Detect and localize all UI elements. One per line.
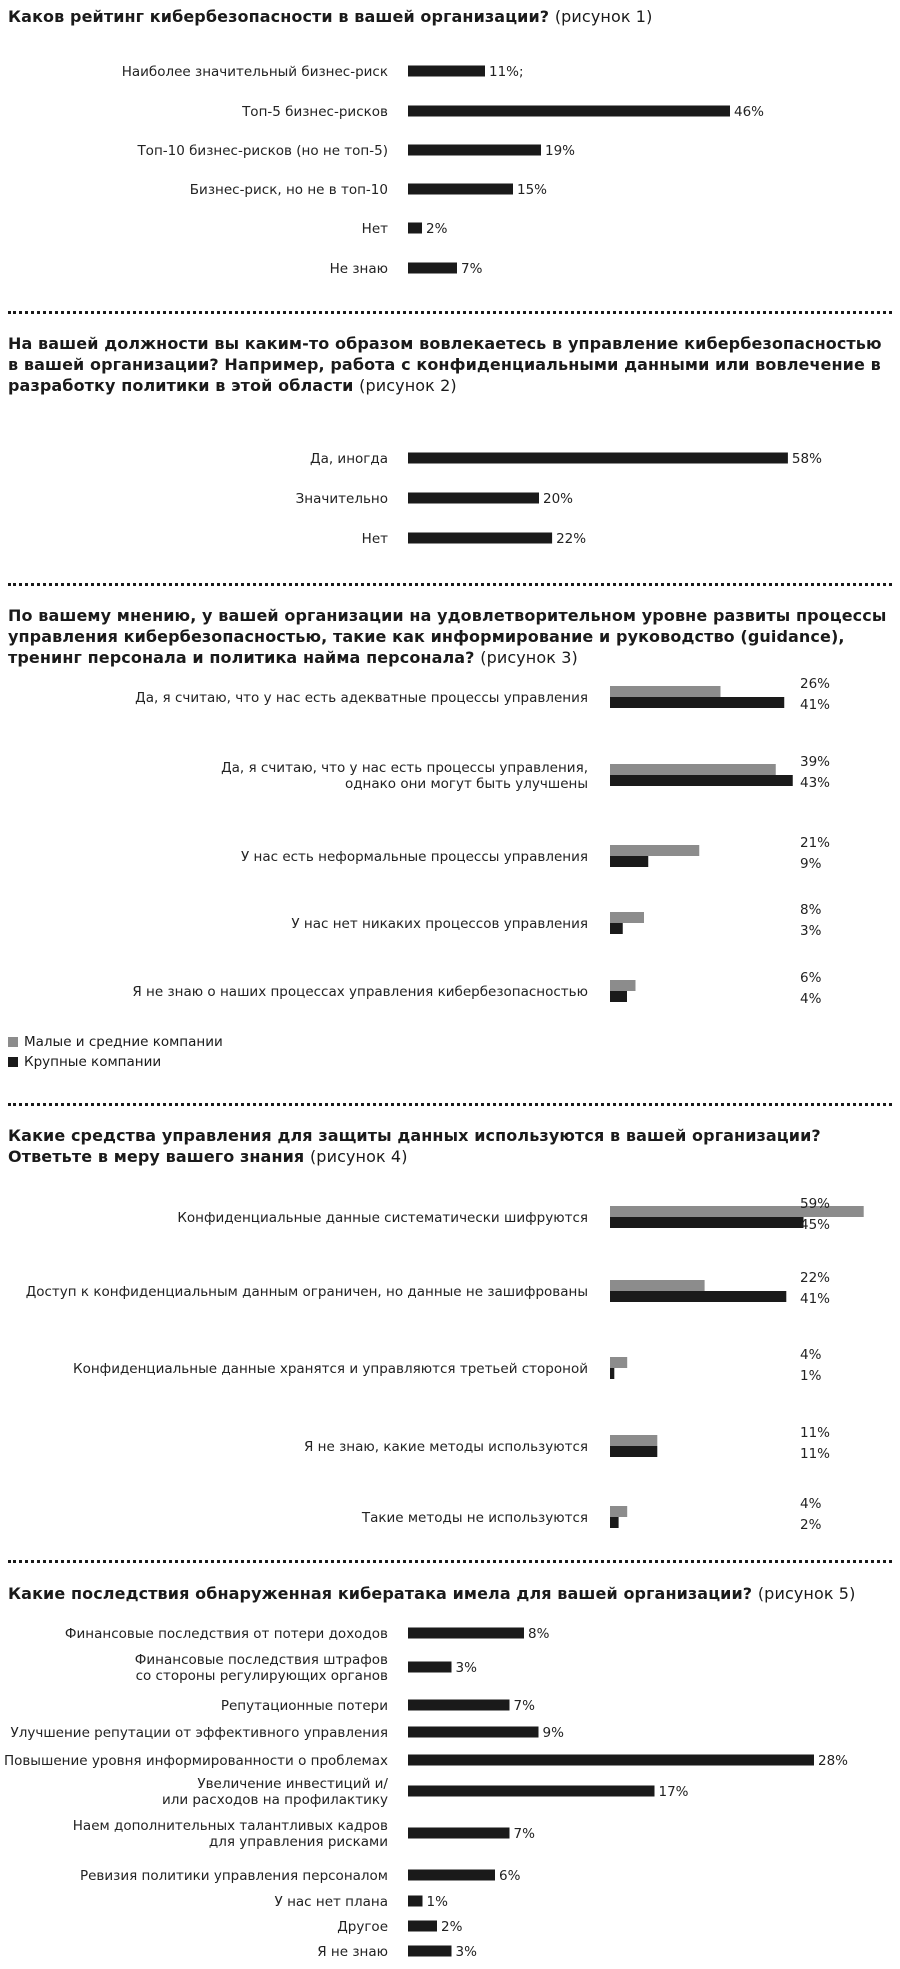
data-label-small-companies: 59%: [800, 1196, 831, 1212]
data-label-small-companies: 39%: [800, 754, 831, 770]
question-text: Какие средства управления для защиты данных используются в вашей организации? Ответьте в меру вашего знания: [8, 1126, 821, 1166]
category-label: Нет: [361, 221, 388, 237]
data-label-small-companies: 21%: [800, 835, 831, 851]
data-label: 2%: [426, 221, 448, 237]
figure-ref: (рисунок 2): [359, 376, 457, 395]
data-label: 7%: [513, 1826, 535, 1842]
data-label-large-companies: 1%: [800, 1368, 822, 1384]
category-label: Такие методы не используются: [361, 1510, 588, 1526]
figure-ref: (рисунок 5): [757, 1584, 856, 1603]
figure-ref: (рисунок 3): [480, 648, 578, 667]
data-label-small-companies: 8%: [800, 902, 822, 918]
category-label: Другое: [337, 1919, 388, 1935]
category-label: Доступ к конфиденциальным данным ограничен, но данные не зашифрованы: [25, 1284, 588, 1300]
data-label-large-companies: 41%: [800, 1291, 831, 1307]
category-label: Конфиденциальные данные систематически шифруются: [177, 1210, 588, 1226]
question-text: Какие последствия обнаруженная кибератака имела для вашей организации?: [8, 1584, 753, 1603]
data-label: 28%: [818, 1753, 849, 1769]
bar: [408, 1896, 423, 1907]
category-label: Конфиденциальные данные хранятся и управляются третьей стороной: [72, 1361, 588, 1377]
question-text: По вашему мнению, у вашей организации на удовлетворительном уровне развиты процессы управления кибербезопасностью, такие как информирование и руководство (guidance), тренинг персонала и политика найма персонала?: [8, 606, 887, 667]
category-label: Значительно: [295, 491, 388, 507]
data-label-large-companies: 9%: [800, 856, 822, 872]
legend-label: Крупные компании: [24, 1054, 162, 1070]
category-label: Улучшение репутации от эффективного управления: [10, 1725, 388, 1741]
category-label: Не знаю: [329, 261, 388, 277]
question-text: Каков рейтинг кибербезопасности в вашей организации?: [8, 7, 550, 26]
category-label: однако они могут быть улучшены: [344, 776, 588, 792]
category-label: Да, я считаю, что у нас есть адекватные процессы управления: [135, 690, 588, 706]
data-label-small-companies: 6%: [800, 970, 822, 986]
data-label-large-companies: 3%: [800, 923, 822, 939]
category-label: Наем дополнительных талантливых кадров: [72, 1818, 388, 1834]
bar: [408, 1870, 495, 1881]
data-label-large-companies: 4%: [800, 991, 822, 1007]
figure-ref: (рисунок 4): [309, 1147, 408, 1166]
category-label: Я не знаю о наших процессах управления кибербезопасностью: [132, 984, 588, 1000]
data-label: 46%: [734, 104, 765, 120]
data-label: 11%;: [489, 64, 524, 80]
bar: [408, 1755, 814, 1766]
data-label-large-companies: 2%: [800, 1517, 822, 1533]
category-label: Финансовые последствия штрафов: [134, 1652, 388, 1668]
category-label: У нас есть неформальные процессы управления: [240, 849, 588, 865]
category-label: Да, иногда: [310, 451, 388, 467]
data-label-large-companies: 11%: [800, 1446, 831, 1462]
bar: [408, 1946, 452, 1957]
bar: [408, 1786, 655, 1797]
data-label-small-companies: 22%: [800, 1270, 831, 1286]
category-label: Увеличение инвестиций и/: [197, 1776, 388, 1792]
category-label: Нет: [361, 531, 388, 547]
data-label: 20%: [543, 491, 574, 507]
bar: [408, 1828, 510, 1839]
bar: [408, 1662, 452, 1673]
data-label: 19%: [545, 143, 576, 159]
data-label: 3%: [455, 1944, 477, 1960]
data-label-large-companies: 45%: [800, 1217, 831, 1233]
bar: [408, 1727, 539, 1738]
data-label: 22%: [556, 531, 587, 547]
category-label: Ревизия политики управления персоналом: [79, 1868, 388, 1884]
category-label: Топ-5 бизнес-рисков: [242, 104, 388, 120]
data-label-large-companies: 43%: [800, 775, 831, 791]
data-label-small-companies: 11%: [800, 1425, 831, 1441]
data-label: 3%: [455, 1660, 477, 1676]
category-label: У нас нет никаких процессов управления: [291, 916, 588, 932]
data-label: 1%: [426, 1894, 448, 1910]
category-label: Я не знаю, какие методы используются: [304, 1439, 588, 1455]
data-label: 7%: [513, 1698, 535, 1714]
data-label-small-companies: 4%: [800, 1347, 822, 1363]
data-label-small-companies: 26%: [800, 676, 831, 692]
category-label: Повышение уровня информированности о проблемах: [3, 1753, 388, 1769]
data-label: 2%: [441, 1919, 463, 1935]
legend-label: Малые и средние компании: [24, 1034, 223, 1050]
bar: [408, 1628, 524, 1639]
category-label: Наиболее значительный бизнес-риск: [121, 64, 388, 80]
category-label: Топ-10 бизнес-рисков (но не топ-5): [137, 143, 388, 159]
category-label: Репутационные потери: [220, 1698, 388, 1714]
category-label: Финансовые последствия от потери доходов: [64, 1626, 388, 1642]
category-label: для управления рисками: [208, 1834, 388, 1850]
bar: [408, 1921, 437, 1932]
figure-ref: (рисунок 1): [554, 7, 653, 26]
data-label: 58%: [791, 451, 822, 467]
data-label: 6%: [499, 1868, 521, 1884]
category-label: или расходов на профилактику: [161, 1792, 388, 1808]
data-label: 7%: [461, 261, 483, 277]
category-label: Да, я считаю, что у нас есть процессы управления,: [221, 760, 588, 776]
question-text: На вашей должности вы каким-то образом вовлекаетесь в управление кибербезопасностью в вашей организации? Например, работа с конфиденциальными данными или вовлечение в разработку политики в этой области: [8, 334, 882, 395]
data-label: 15%: [517, 182, 548, 198]
data-label: 8%: [528, 1626, 550, 1642]
data-label-small-companies: 4%: [800, 1496, 822, 1512]
data-label: 17%: [658, 1784, 689, 1800]
category-label: Бизнес-риск, но не в топ-10: [189, 182, 388, 198]
data-label: 9%: [542, 1725, 564, 1741]
bar: [408, 1700, 510, 1711]
category-label: со стороны регулирующих органов: [135, 1668, 388, 1684]
category-label: У нас нет плана: [274, 1894, 388, 1910]
data-label-large-companies: 41%: [800, 697, 831, 713]
category-label: Я не знаю: [317, 1944, 388, 1960]
